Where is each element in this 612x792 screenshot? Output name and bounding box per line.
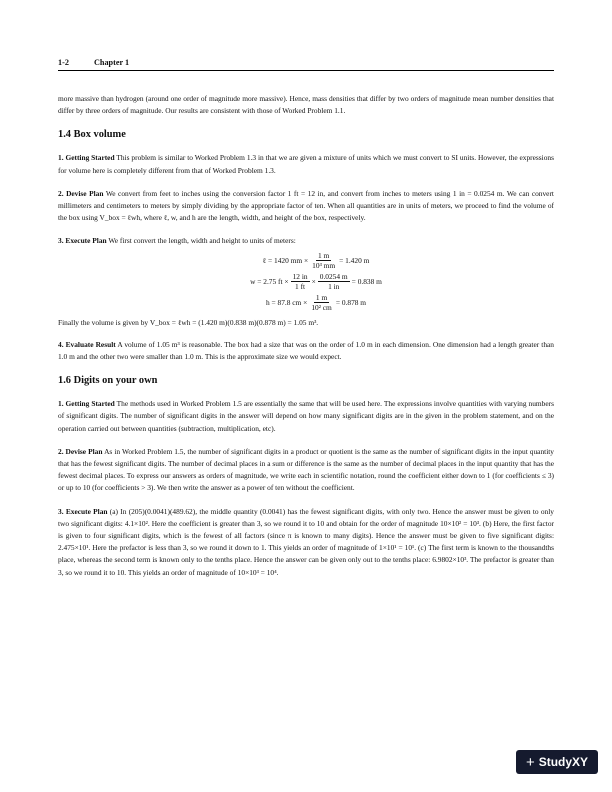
denominator: 1 ft — [295, 281, 306, 291]
step-text: (a) In (205)(0.0041)(489.62), the middle quantity (0.0041) has the fewest significant digits, with only two. Hence the answer must be given to only two significant digits: 4.1×10². Here the coefficient is greater than 3, so we round it to 10 and obtain for the order of magnitude 10×10² = 10³. (b) Here, the first factor is given to four significant digits, which is the fewest of all factors (since π is known to many digits). Hence the answer must be given to five significant digits: 2.475×10¹. Here the prefactor is less than 3, so we round it down to 1. This yields an order of magnitude of 1×10¹ = 10¹. (c) The first term is known to the thousandths place, whereas the second term is known only to the tenths place. Hence the answer can be given only out to the tenths place: 6.9802×10³. The prefactor is greater than 3, so we round it to 10. This yields an order of magnitude of 10×10³ = 10⁴. — [58, 506, 554, 577]
fraction — [318, 272, 350, 291]
logo-text: StudyXY — [538, 755, 589, 769]
eq-lhs: w = 2.75 ft × — [250, 276, 289, 286]
eq-lhs: h = 87.8 cm × — [265, 297, 308, 307]
section-title-digits: 1.6 Digits on your own — [58, 375, 158, 387]
section-title-box-volume: 1.4 Box volume — [58, 129, 126, 141]
running-header — [58, 58, 554, 71]
step-text: This problem is similar to Worked Problem 1.3 in that we are given a mixture of units which we must convert to SI units. However, the expressions for volume here is completely different from that of Worked Problem 1.3. — [58, 153, 554, 175]
eq-rhs: = 0.838 m — [351, 276, 382, 286]
step-text: We first convert the length, width and height to units of meters: — [106, 236, 296, 246]
fraction — [309, 293, 333, 312]
step-label: 3. Execute Plan — [58, 506, 108, 516]
box-getting-started — [58, 152, 554, 176]
eq-lhs: ℓ = 1420 mm × — [262, 255, 309, 265]
digits-getting-started — [58, 398, 554, 435]
conversion-equations — [58, 250, 554, 313]
step-text: We convert from feet to inches using the conversion factor 1 ft = 12 in, and convert from inches to meters using 1 in = 0.0254 m. We can convert millimeters and centimeters to meters by simply dividing by the appropriate factor of ten. When all quantities are in units of meters, we proceed to find the volume of the box using V_box = ℓwh, where ℓ, w, and h are the length, width, and height of the box, respectively. — [58, 188, 554, 223]
step-label: 1. Getting Started — [58, 153, 115, 163]
denominator: 10³ mm — [312, 260, 336, 270]
fraction — [291, 272, 310, 291]
page — [58, 58, 554, 590]
step-label: 2. Devise Plan — [58, 446, 103, 456]
eq-rhs: = 0.878 m — [335, 297, 367, 307]
box-execute-plan — [58, 235, 554, 247]
eq-times: × — [311, 276, 316, 286]
box-volume-result: Finally the volume is given by V_box = ℓwh = (1.420 m)(0.838 m)(0.878 m) = 1.05 m³. — [58, 317, 319, 327]
intro-paragraph: more massive than hydrogen (around one order of magnitude more massive). Hence, mass densities that differ by two orders of magnitude mean number densities that differ by three orders of magnitude. Our results are consistent with those of Worked Problem 1.1. — [58, 94, 554, 116]
step-label: 4. Evaluate Result — [58, 339, 116, 349]
plus-icon: + — [525, 753, 535, 771]
step-text: A volume of 1.05 m³ is reasonable. The box had a size that was on the order of 1.0 m in each dimension. One dimension had a length greater than 1.0 m and the other two were smaller than 1.0 m. This is the approximate size we would expect. — [58, 339, 555, 362]
page-number: 1-2 — [58, 58, 69, 67]
denominator: 10² cm — [311, 302, 332, 312]
chapter-title: Chapter 1 — [94, 58, 130, 67]
digits-devise-plan — [58, 446, 554, 495]
fraction — [310, 251, 337, 270]
eq-rhs: = 1.420 m — [339, 255, 370, 265]
width-equation — [230, 272, 382, 291]
denominator: 1 in — [328, 281, 340, 291]
box-devise-plan — [58, 188, 554, 225]
length-equation — [243, 251, 370, 270]
numerator: 1 m — [318, 250, 330, 260]
step-label: 2. Devise Plan — [58, 188, 104, 198]
digits-execute-plan — [58, 506, 554, 579]
numerator: 0.0254 m — [319, 271, 348, 281]
height-equation — [246, 293, 366, 312]
step-label: 3. Execute Plan — [58, 236, 107, 246]
step-label: 1. Getting Started — [58, 399, 115, 409]
studyxy-logo[interactable] — [516, 750, 598, 774]
box-evaluate-result — [58, 339, 554, 363]
numerator: 12 in — [292, 271, 308, 281]
step-text: As in Worked Problem 1.5, the number of significant digits in a product or quotient is the same as the number of significant digits in the input quantity that has the fewest significant digits. The number of decimal places in a sum or difference is the same as the number of decimal places in the input quantity that has the fewest decimal places. To express our answers as orders of magnitude, we write each in scientific notation, round the coefficient either down to 1 (for coefficients ≤ 3) or up to 10 (for coefficients > 3). We then write the answer as a power of ten without the coefficient. — [58, 446, 554, 493]
numerator: 1 m — [315, 292, 328, 302]
step-text: The methods used in Worked Problem 1.5 are essentially the same that will be used here. The expressions involve quantities with varying numbers of significant digits. The number of significant digits in the answer will depend on how many significant digits are in the given in the problem statement, and on the operation carried out between quantities (subtraction, multiplication, etc). — [58, 399, 554, 433]
